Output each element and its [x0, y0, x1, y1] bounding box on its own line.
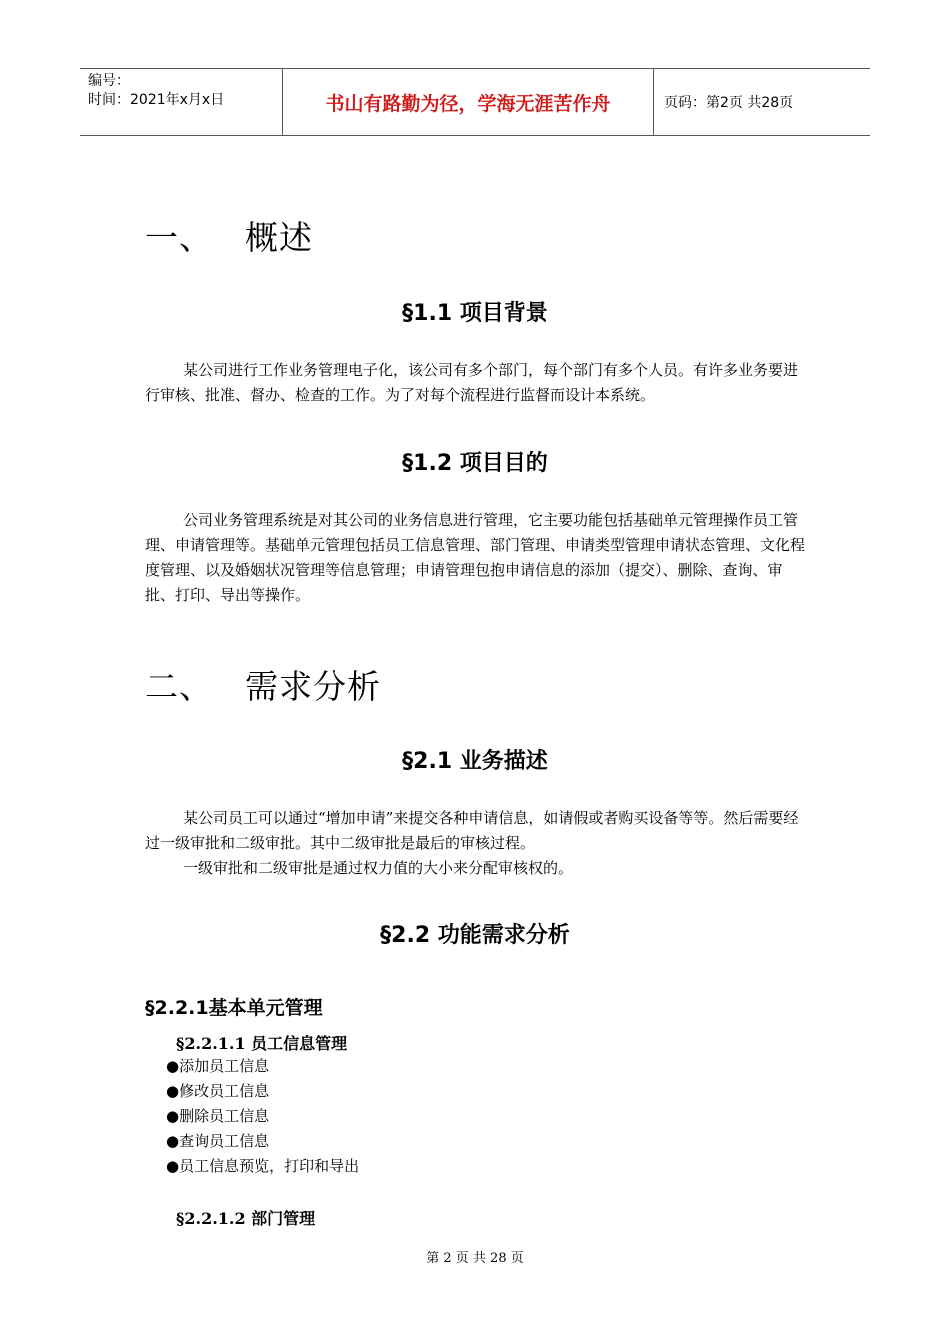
section-2-2-title: §2.2 功能需求分析 [380, 923, 570, 948]
section-1-2-title: §1.2 项目目的 [402, 451, 548, 476]
list-item: ●查询员工信息 [166, 1132, 270, 1150]
chapter-1-title: 概述 [245, 218, 313, 257]
chapter-2-number: 二、 [145, 667, 213, 706]
section-2-2-1-title: §2.2.1基本单元管理 [145, 997, 323, 1019]
header-meta [80, 69, 282, 135]
section-2-1-title: §2.1 业务描述 [402, 749, 548, 774]
header-time: 时间：2021年x月x日 [88, 92, 225, 108]
chapter-1-number: 一、 [145, 218, 213, 257]
section-1-1-body [145, 358, 810, 408]
section-1-1-title: §1.1 项目背景 [402, 301, 548, 326]
section-2-1-paragraph-2: 一级审批和二级审批是通过权力值的大小来分配审核权的。 [183, 859, 574, 877]
section-1-2-body [145, 508, 810, 608]
section-2-1-body [145, 806, 810, 881]
header-page-info: 页码：第2页 共28页 [664, 95, 794, 111]
chapter-2-heading [145, 661, 381, 708]
chapter-2-title: 需求分析 [245, 667, 381, 706]
list-item: ●员工信息预览，打印和导出 [166, 1157, 360, 1175]
list-item: ●添加员工信息 [166, 1057, 270, 1075]
page-header [80, 68, 870, 136]
list-item: ●删除员工信息 [166, 1107, 270, 1125]
page-footer: 第 2 页 共 28 页 [426, 1251, 524, 1266]
section-2-2-1-1-title: §2.2.1.1 员工信息管理 [176, 1034, 348, 1053]
section-2-1-paragraph-1: 某公司员工可以通过“增加申请”来提交各种申请信息，如请假或者购买设备等等。然后需要经过一级审批和二级审批。其中二级审批是最后的审核过程。 [145, 809, 799, 852]
header-motto: 书山有路勤为径，学海无涯苦作舟 [282, 69, 654, 135]
section-2-2-1-2-title: §2.2.1.2 部门管理 [176, 1209, 316, 1228]
chapter-1-heading [145, 212, 313, 259]
section-1-2-paragraph: 公司业务管理系统是对其公司的业务信息进行管理，它主要功能包括基础单元管理操作员工管理、申请管理等。基础单元管理包括员工信息管理、部门管理、申请类型管理申请状态管理、文化程度管理、以及婚姻状况管理等信息管理；申请管理包抱申请信息的添加（提交）、删除、查询、审批、打印、导出等操作。 [145, 511, 806, 604]
employee-info-list [166, 1054, 359, 1179]
section-1-1-paragraph: 某公司进行工作业务管理电子化，该公司有多个部门，每个部门有多个人员。有许多业务要进行审核、批准、督办、检查的工作。为了对每个流程进行监督而设计本系统。 [145, 361, 799, 404]
list-item: ●修改员工信息 [166, 1082, 270, 1100]
header-number: 编号： [88, 73, 130, 89]
